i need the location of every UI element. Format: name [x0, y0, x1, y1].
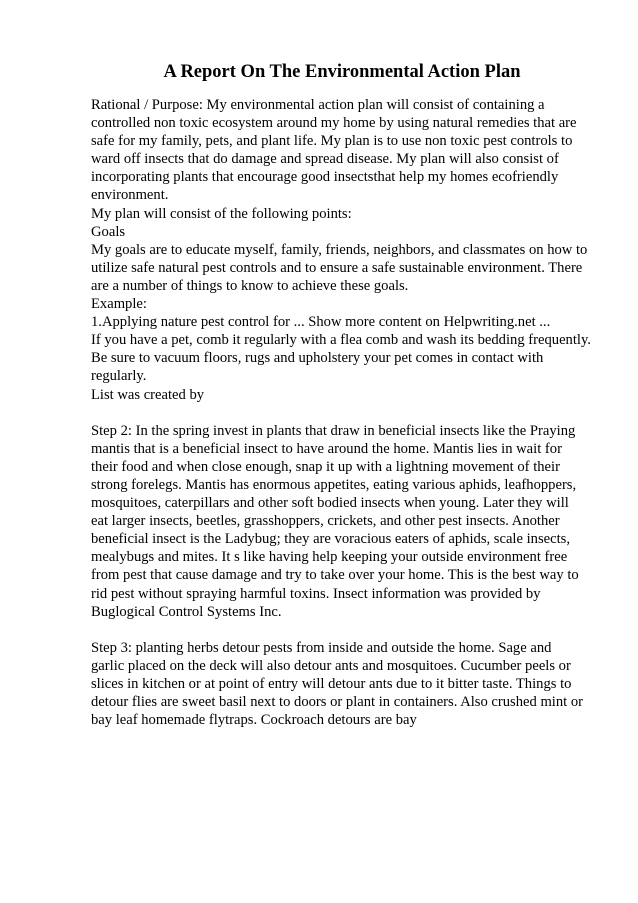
text-line: safe for my family, pets, and plant life. My plan is to use non toxic pest controls to	[91, 133, 573, 150]
text-line: mantis that is a beneficial insect to have around the home. Mantis lies in wait for	[91, 440, 562, 457]
text-line: Be sure to vacuum floors, rugs and upholstery your pet comes in contact with	[91, 350, 544, 367]
text-line: Rational / Purpose: My environmental action plan will consist of containing a	[91, 97, 545, 113]
text-line: 1.Applying nature pest control for ... Show more content on Helpwriting.net ...	[91, 314, 551, 331]
text-line: mosquitoes, caterpillars and other soft bodied insects when young. Later they will	[91, 495, 569, 512]
text-line: Buglogical Control Systems Inc.	[91, 603, 282, 620]
text-line: Goals	[91, 223, 126, 240]
text-line: detour flies are sweet basil next to doors or plant in containers. Also crushed mint or	[91, 694, 584, 711]
document-title: A Report On The Environmental Action Plan	[163, 62, 521, 82]
text-line: Step 3: planting herbs detour pests from inside and outside the home. Sage and	[91, 639, 552, 656]
text-line: from pest that cause damage and try to take over your home. This is the best way to	[91, 567, 579, 584]
text-line: their food and when close enough, snap it up with a lightning movement of their	[91, 458, 560, 475]
text-line: slices in kitchen or at point of entry will detour ants due to it bitter taste. Things to	[91, 676, 572, 692]
text-line: incorporating plants that encourage good insectsthat help my homes ecofriendly	[91, 169, 559, 186]
text-line: eat larger insects, beetles, grasshoppers, crickets, and other pest insects. Another	[91, 513, 560, 530]
blank-line	[91, 621, 601, 639]
text-line: ward off insects that do damage and spread disease. My plan will also consist of	[91, 151, 559, 168]
text-line: garlic placed on the deck will also detour ants and mosquitoes. Cucumber peels or	[91, 657, 571, 674]
text-line: bay leaf homemade flytraps. Cockroach detours are bay	[91, 712, 417, 729]
text-line: environment.	[91, 187, 169, 204]
text-line: My plan will consist of the following points:	[91, 205, 352, 222]
document-body	[91, 96, 601, 729]
text-line: controlled non toxic ecosystem around my home by using natural remedies that are	[91, 115, 577, 132]
text-line: If you have a pet, comb it regularly with a flea comb and wash its bedding frequently.	[91, 332, 591, 349]
text-line: regularly.	[91, 368, 147, 385]
text-line: List was created by	[91, 386, 205, 403]
text-line: beneficial insect is the Ladybug; they are voracious eaters of aphids, scale insects,	[91, 531, 570, 548]
text-line: utilize safe natural pest controls and to ensure a safe sustainable environment. There	[91, 259, 583, 276]
text-line: rid pest without spraying harmful toxins. Insect information was provided by	[91, 585, 541, 602]
text-line: Example:	[91, 296, 147, 313]
text-line: strong forelegs. Mantis has enormous appetites, eating various aphids, leafhoppers,	[91, 476, 577, 493]
text-line: Step 2: In the spring invest in plants that draw in beneficial insects like the Praying	[91, 422, 576, 439]
text-line: My goals are to educate myself, family, friends, neighbors, and classmates on how to	[91, 241, 588, 258]
text-line: are a number of things to know to achieve these goals.	[91, 277, 409, 294]
blank-line	[91, 404, 601, 422]
text-line: mealybugs and mites. It s like having help keeping your outside environment free	[91, 549, 568, 566]
